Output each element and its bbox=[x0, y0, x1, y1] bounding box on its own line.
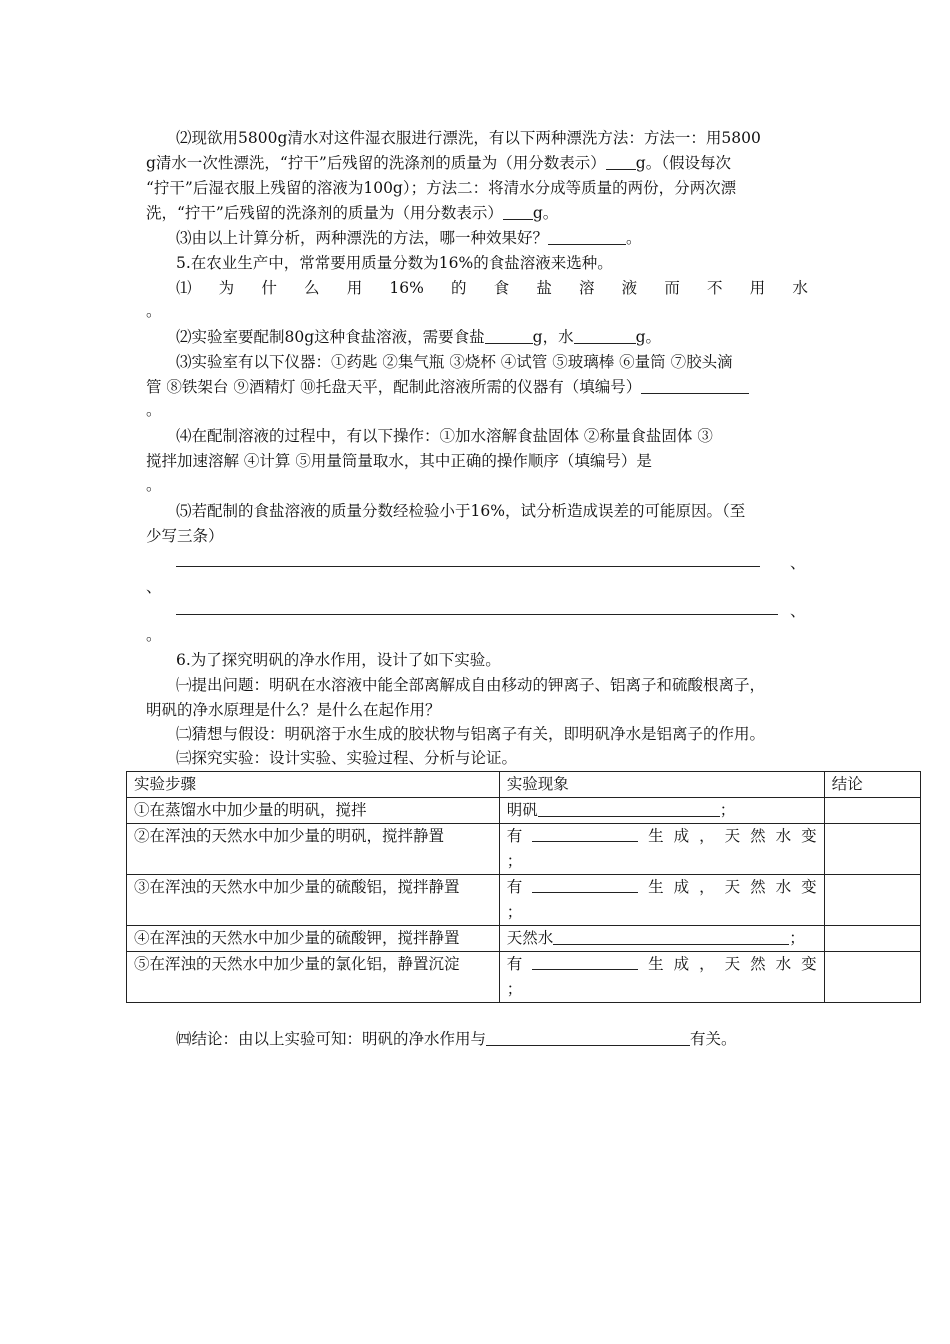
step-cell: ④在浑浊的天然水中加少量的硫酸钾，搅拌静置 bbox=[127, 926, 500, 952]
table-header-row bbox=[127, 772, 921, 798]
q5-p1-end: 。 bbox=[146, 302, 162, 320]
q5-p5-line1: ⑸若配制的食盐溶液的质量分数经检验小于16%，试分析造成误差的可能原因。（至 bbox=[176, 502, 746, 520]
q6-title: 6.为了探究明矾的净水作用，设计了如下实验。 bbox=[176, 651, 501, 669]
blank-instruments[interactable] bbox=[641, 376, 749, 394]
blank-fill[interactable] bbox=[486, 1028, 690, 1046]
q4-p3: ⑶由以上计算分析，两种漂洗的方法，哪一种效果好？ 。 bbox=[176, 229, 642, 247]
blank-salt[interactable] bbox=[485, 326, 533, 344]
header-conclusion: 结论 bbox=[824, 772, 920, 798]
q5-p3-end: 。 bbox=[146, 401, 162, 419]
table-row bbox=[127, 952, 921, 1003]
q4-p2-line4: 洗，“拧干”后残留的洗涤剂的质量为（用分数表示） g。 bbox=[146, 204, 559, 222]
q4-p2-line1: ⑵现欲用5800g清水对这件湿衣服进行漂洗，有以下两种漂洗方法：方法一：用5800 bbox=[176, 129, 761, 147]
q5-p4-line1: ⑷在配制溶液的过程中，有以下操作：①加水溶解食盐固体 ②称量食盐固体 ③ bbox=[176, 427, 713, 445]
step-cell: ②在浑浊的天然水中加少量的明矾，搅拌静置 bbox=[127, 824, 500, 875]
q5-p2: ⑵实验室要配制80g这种食盐溶液，需要食盐 g，水 g。 bbox=[176, 328, 662, 346]
q6-s2: ㈡猜想与假设：明矾溶于水生成的胶状物与铝离子有关，即明矾净水是铝离子的作用。 bbox=[176, 725, 766, 743]
table-row bbox=[127, 824, 921, 875]
q6-s1-line2: 明矾的净水原理是什么？是什么在起作用？ bbox=[146, 701, 441, 719]
step-cell: ⑤在浑浊的天然水中加少量的氯化铝，静置沉淀 bbox=[127, 952, 500, 1003]
experiment-table bbox=[126, 771, 921, 1003]
q6-s3: ㈢探究实验：设计实验、实验过程、分析与论证。 bbox=[176, 749, 518, 767]
answer-line-1[interactable] bbox=[176, 566, 760, 567]
line-end: 。 bbox=[146, 626, 162, 644]
blank-fill[interactable] bbox=[532, 824, 638, 842]
conclusion-cell[interactable] bbox=[824, 926, 920, 952]
conclusion-cell[interactable] bbox=[824, 952, 920, 1003]
blank-fill[interactable] bbox=[532, 952, 638, 970]
conclusion-cell[interactable] bbox=[824, 875, 920, 926]
blank-fill[interactable] bbox=[606, 152, 636, 170]
table-row bbox=[127, 798, 921, 824]
step-cell: ③在浑浊的天然水中加少量的硫酸铝，搅拌静置 bbox=[127, 875, 500, 926]
separator: 、 bbox=[790, 602, 806, 620]
q5-p4-line2: 搅拌加速溶解 ④计算 ⑤用量筒量取水，其中正确的操作顺序（填编号）是 bbox=[146, 452, 652, 470]
q6-s4: ㈣结论：由以上实验可知：明矾的净水作用与 有关。 bbox=[176, 1030, 737, 1048]
blank-fill[interactable] bbox=[548, 227, 626, 245]
blank-fill[interactable] bbox=[553, 927, 789, 945]
blank-water[interactable] bbox=[574, 326, 636, 344]
q5-p3-line2: 管 ⑧铁架台 ⑨酒精灯 ⑩托盘天平，配制此溶液所需的仪器有（填编号） bbox=[146, 375, 808, 401]
q4-p2-line3: “拧干”后湿衣服上残留的溶液为100g）；方法二：将清水分成等质量的两份，分两次漂 bbox=[146, 179, 737, 197]
table-row bbox=[127, 875, 921, 926]
blank-fill[interactable] bbox=[503, 202, 533, 220]
observation-cell: 有 生 成 ， 天 然 水 变 ； bbox=[499, 824, 824, 875]
observation-cell: 有 生 成 ， 天 然 水 变 ； bbox=[499, 952, 824, 1003]
answer-line-2[interactable] bbox=[176, 614, 778, 615]
q6-s1-line1: ㈠提出问题：明矾在水溶液中能全部离解成自由移动的钾离子、铝离子和硫酸根离子， bbox=[176, 676, 766, 694]
observation-cell: 天然水 ； bbox=[499, 926, 824, 952]
header-steps: 实验步骤 bbox=[127, 772, 500, 798]
q5-p4-end: 。 bbox=[146, 476, 162, 494]
q5-p1-line: ⑴ 为 什 么 用 16% 的 食 盐 溶 液 而 不 用 水 bbox=[176, 279, 808, 297]
blank-fill[interactable] bbox=[538, 799, 720, 817]
conclusion-cell[interactable] bbox=[824, 798, 920, 824]
separator: 、 bbox=[146, 578, 162, 596]
observation-cell: 明矾 ； bbox=[499, 798, 824, 824]
separator: 、 bbox=[790, 554, 806, 572]
q5-title: 5.在农业生产中，常常要用质量分数为16%的食盐溶液来选种。 bbox=[176, 254, 613, 272]
q5-p3-line1: ⑶实验室有以下仪器：①药匙 ②集气瓶 ③烧杯 ④试管 ⑤玻璃棒 ⑥量筒 ⑦胶头滴 bbox=[176, 353, 733, 371]
step-cell: ①在蒸馏水中加少量的明矾，搅拌 bbox=[127, 798, 500, 824]
q4-p2-line2: g清水一次性漂洗，“拧干”后残留的洗涤剂的质量为（用分数表示） g。（假设每次 bbox=[146, 154, 731, 172]
table-row bbox=[127, 926, 921, 952]
observation-cell: 有 生 成 ， 天 然 水 变 ； bbox=[499, 875, 824, 926]
blank-fill[interactable] bbox=[532, 875, 638, 893]
header-observations: 实验现象 bbox=[499, 772, 824, 798]
conclusion-cell[interactable] bbox=[824, 824, 920, 875]
q5-p5-line2: 少写三条） bbox=[146, 527, 224, 545]
